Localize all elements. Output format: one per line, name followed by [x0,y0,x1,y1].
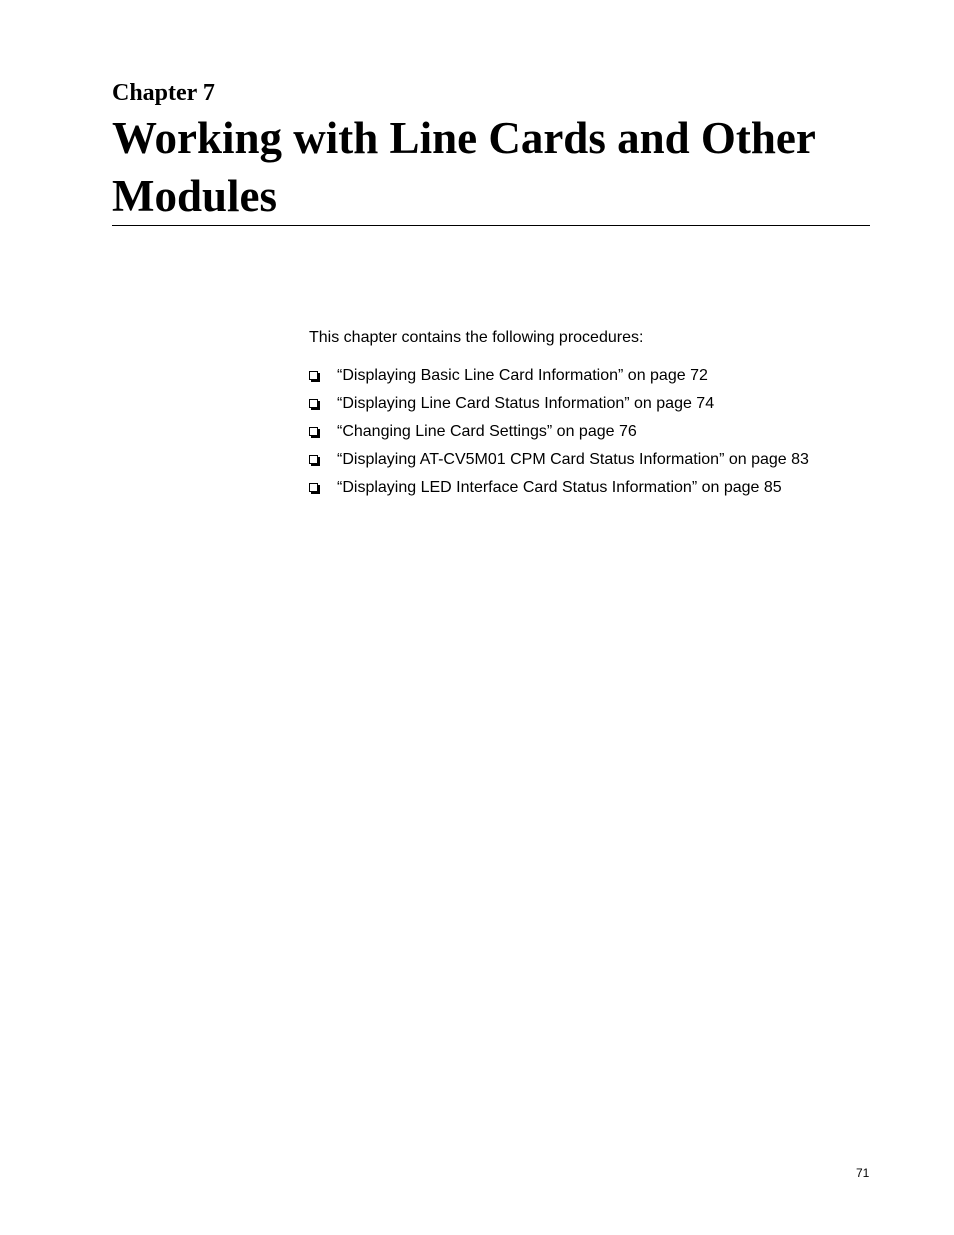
procedure-link[interactable]: “Displaying Line Card Status Information” on page 74 [337,395,715,412]
title-divider [112,225,870,226]
checkbox-bullet-icon [309,427,318,436]
page-number: 71 [856,1166,870,1180]
checkbox-bullet-icon [309,483,318,492]
checkbox-bullet-icon [309,371,318,380]
checkbox-bullet-icon [309,455,318,464]
procedure-link[interactable]: “Displaying AT-CV5M01 CPM Card Status Information” on page 83 [337,451,809,468]
intro-text: This chapter contains the following procedures: [309,329,644,346]
procedure-link[interactable]: “Changing Line Card Settings” on page 76 [337,423,637,440]
checkbox-bullet-icon [309,399,318,408]
procedure-link[interactable]: “Displaying LED Interface Card Status Information” on page 85 [337,479,782,496]
chapter-label: Chapter 7 [112,80,215,106]
chapter-title: Working with Line Cards and Other Modules [112,113,816,221]
procedure-link[interactable]: “Displaying Basic Line Card Information” on page 72 [337,367,708,384]
